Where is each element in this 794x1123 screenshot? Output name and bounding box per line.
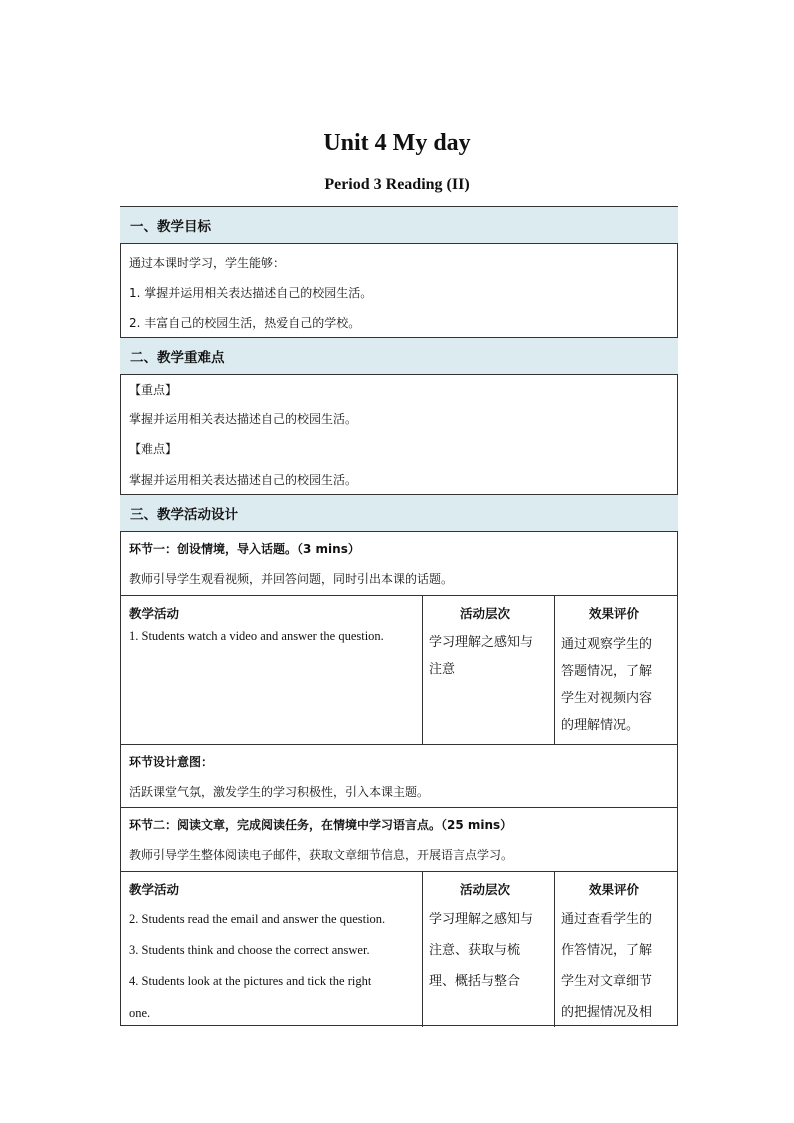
eval-line: 作答情况，了解	[561, 943, 653, 958]
stage1-header	[120, 531, 678, 595]
eval-line: 通过查看学生的	[561, 912, 653, 927]
section-heading-objectives: 一、教学目标	[120, 206, 678, 243]
eval-line: 学生对文章细节	[561, 974, 653, 989]
stage2-level-text	[429, 904, 533, 997]
stage1-activity-grid	[120, 595, 678, 744]
stage1-description: 教师引导学生观看视频，并回答问题，同时引出本课的话题。	[129, 572, 454, 586]
stage1-col-level: 活动层次	[460, 606, 511, 621]
document-subtitle: Period 3 Reading (II)	[324, 176, 470, 193]
design-intent	[120, 744, 678, 807]
lesson-plan-table	[120, 206, 678, 1026]
stage1-col-activity: 教学活动	[129, 606, 180, 621]
level-line: 学习理解之感知与	[429, 912, 534, 927]
stage2-activity-item: 3. Students think and choose the correct answer.	[129, 943, 370, 957]
eval-line: 的理解情况。	[561, 718, 640, 733]
design-intent-title: 环节设计意图：	[129, 755, 214, 769]
difficult-text: 掌握并运用相关表达描述自己的校园生活。	[129, 473, 358, 487]
objective-item: 1. 掌握并运用相关表达描述自己的校园生活。	[129, 286, 373, 300]
stage2-title: 环节二：阅读文章，完成阅读任务，在情境中学习语言点。（25 mins）	[129, 818, 513, 832]
eval-line: 通过观察学生的	[561, 637, 653, 652]
objectives-body	[120, 243, 678, 337]
column-divider	[554, 872, 555, 1027]
eval-line: 的把握情况及相	[561, 1005, 653, 1020]
table-bottom-border	[120, 1025, 678, 1026]
stage1-activity-item: 1. Students watch a video and answer the question.	[129, 629, 384, 643]
stage2-col-level: 活动层次	[460, 882, 511, 897]
column-divider	[554, 596, 555, 745]
stage2-col-activity: 教学活动	[129, 882, 180, 897]
level-line: 注意、获取与梳	[429, 943, 521, 958]
key-points-body	[120, 374, 678, 494]
eval-line: 答题情况，了解	[561, 664, 653, 679]
difficult-label: 【难点】	[129, 442, 178, 456]
objective-item: 2. 丰富自己的校园生活，热爱自己的学校。	[129, 316, 361, 330]
section-heading-key-points: 二、教学重难点	[120, 337, 678, 374]
stage2-header	[120, 807, 678, 871]
stage1-eval-text	[561, 631, 652, 739]
section-heading-activity-design: 三、教学活动设计	[120, 494, 678, 531]
stage2-activity-item: 2. Students read the email and answer the question.	[129, 912, 386, 926]
stage2-col-eval: 效果评价	[589, 882, 640, 897]
document-title: Unit 4 My day	[323, 130, 471, 156]
key-text: 掌握并运用相关表达描述自己的校园生活。	[129, 412, 358, 426]
eval-line: 学生对视频内容	[561, 691, 653, 706]
objectives-intro: 通过本课时学习，学生能够：	[129, 256, 286, 270]
level-line: 学习理解之感知与	[429, 635, 534, 650]
column-divider	[422, 872, 423, 1027]
level-line: 理、概括与整合	[429, 974, 521, 989]
key-label: 【重点】	[129, 383, 178, 397]
stage1-col-eval: 效果评价	[589, 606, 640, 621]
stage2-activity-item: one.	[129, 1006, 151, 1020]
stage1-level-text	[429, 629, 533, 683]
design-intent-text: 活跃课堂气氛，激发学生的学习积极性，引入本课主题。	[129, 785, 430, 799]
stage2-activity-grid	[120, 871, 678, 1026]
stage2-description: 教师引导学生整体阅读电子邮件，获取文章细节信息，开展语言点学习。	[129, 848, 514, 862]
column-divider	[422, 596, 423, 745]
stage2-activity-item: 4. Students look at the pictures and tick the right	[129, 974, 372, 988]
level-line: 注意	[429, 662, 456, 677]
stage1-title: 环节一：创设情境，导入话题。（3 mins）	[129, 542, 360, 556]
stage2-eval-text	[561, 904, 652, 1028]
